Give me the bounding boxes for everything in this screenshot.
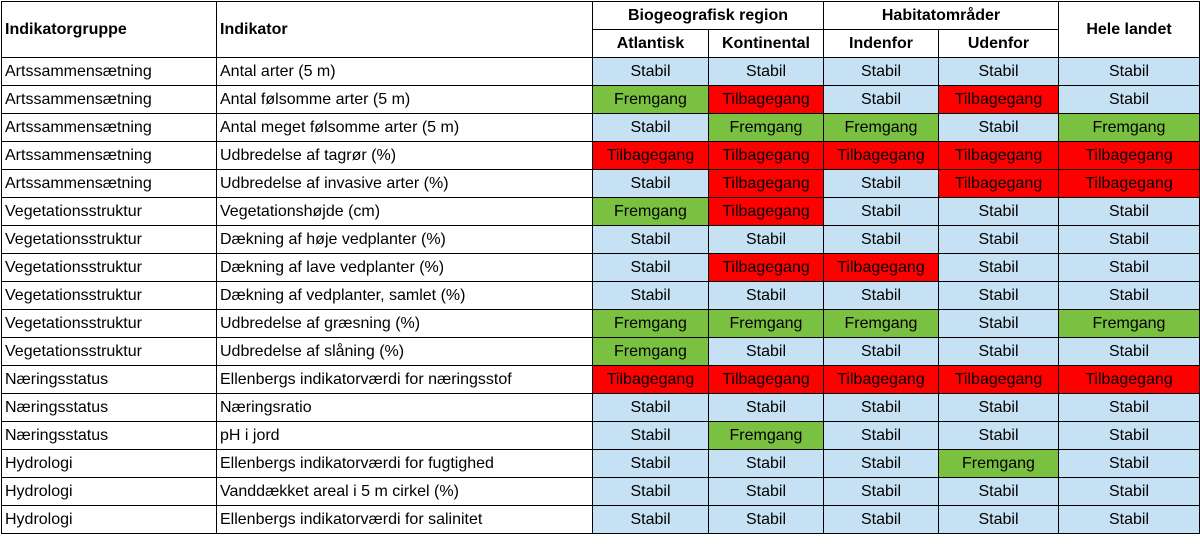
status-cell-whole-country: Stabil bbox=[1059, 450, 1200, 478]
status-cell-outside: Fremgang bbox=[939, 450, 1059, 478]
table-header bbox=[2, 2, 1200, 58]
status-cell-outside: Stabil bbox=[939, 338, 1059, 366]
status-cell-continental: Fremgang bbox=[709, 114, 824, 142]
status-cell-outside: Stabil bbox=[939, 478, 1059, 506]
status-cell-inside: Tilbagegang bbox=[824, 366, 939, 394]
status-cell-whole-country: Stabil bbox=[1059, 422, 1200, 450]
status-cell-continental: Tilbagegang bbox=[709, 170, 824, 198]
status-cell-atlantic: Stabil bbox=[593, 226, 709, 254]
cell-indicator: Dækning af lave vedplanter (%) bbox=[217, 254, 593, 282]
status-cell-whole-country: Tilbagegang bbox=[1059, 170, 1200, 198]
status-cell-atlantic: Stabil bbox=[593, 170, 709, 198]
status-cell-inside: Stabil bbox=[824, 58, 939, 86]
status-cell-continental: Tilbagegang bbox=[709, 254, 824, 282]
status-cell-whole-country: Stabil bbox=[1059, 226, 1200, 254]
table-row bbox=[2, 310, 1200, 338]
cell-indicator: Ellenbergs indikatorværdi for næringsstof bbox=[217, 366, 593, 394]
cell-indicator-group: Vegetationsstruktur bbox=[2, 310, 217, 338]
cell-indicator: Dækning af høje vedplanter (%) bbox=[217, 226, 593, 254]
status-cell-atlantic: Stabil bbox=[593, 478, 709, 506]
status-cell-inside: Tilbagegang bbox=[824, 254, 939, 282]
status-cell-whole-country: Fremgang bbox=[1059, 310, 1200, 338]
cell-indicator: Vanddækket areal i 5 m cirkel (%) bbox=[217, 478, 593, 506]
status-cell-inside: Stabil bbox=[824, 394, 939, 422]
cell-indicator-group: Vegetationsstruktur bbox=[2, 226, 217, 254]
table-row bbox=[2, 366, 1200, 394]
cell-indicator-group: Artssammensætning bbox=[2, 58, 217, 86]
status-cell-inside: Stabil bbox=[824, 478, 939, 506]
cell-indicator: Dækning af vedplanter, samlet (%) bbox=[217, 282, 593, 310]
status-cell-atlantic: Tilbagegang bbox=[593, 142, 709, 170]
status-cell-inside: Stabil bbox=[824, 450, 939, 478]
table-row bbox=[2, 422, 1200, 450]
status-cell-whole-country: Stabil bbox=[1059, 338, 1200, 366]
status-cell-continental: Stabil bbox=[709, 450, 824, 478]
status-cell-outside: Tilbagegang bbox=[939, 142, 1059, 170]
header-indicator-group: Indikatorgruppe bbox=[2, 2, 217, 58]
status-cell-inside: Stabil bbox=[824, 282, 939, 310]
cell-indicator-group: Vegetationsstruktur bbox=[2, 338, 217, 366]
header-habitat-areas: Habitatområder bbox=[824, 2, 1059, 30]
header-atlantic: Atlantisk bbox=[593, 30, 709, 58]
status-cell-inside: Fremgang bbox=[824, 310, 939, 338]
status-cell-whole-country: Stabil bbox=[1059, 86, 1200, 114]
status-cell-outside: Stabil bbox=[939, 422, 1059, 450]
status-cell-inside: Stabil bbox=[824, 422, 939, 450]
table-row bbox=[2, 226, 1200, 254]
cell-indicator-group: Vegetationsstruktur bbox=[2, 282, 217, 310]
table-row bbox=[2, 478, 1200, 506]
status-cell-inside: Stabil bbox=[824, 86, 939, 114]
cell-indicator: Udbredelse af græsning (%) bbox=[217, 310, 593, 338]
status-cell-continental: Tilbagegang bbox=[709, 366, 824, 394]
table-row bbox=[2, 338, 1200, 366]
cell-indicator-group: Artssammensætning bbox=[2, 114, 217, 142]
status-cell-outside: Stabil bbox=[939, 394, 1059, 422]
status-cell-continental: Tilbagegang bbox=[709, 142, 824, 170]
cell-indicator-group: Vegetationsstruktur bbox=[2, 254, 217, 282]
cell-indicator: Udbredelse af slåning (%) bbox=[217, 338, 593, 366]
cell-indicator-group: Næringsstatus bbox=[2, 366, 217, 394]
table-row bbox=[2, 450, 1200, 478]
cell-indicator-group: Hydrologi bbox=[2, 506, 217, 534]
cell-indicator-group: Hydrologi bbox=[2, 450, 217, 478]
cell-indicator: Udbredelse af invasive arter (%) bbox=[217, 170, 593, 198]
status-cell-atlantic: Stabil bbox=[593, 254, 709, 282]
table-row bbox=[2, 170, 1200, 198]
cell-indicator: Næringsratio bbox=[217, 394, 593, 422]
status-cell-outside: Stabil bbox=[939, 226, 1059, 254]
table-body bbox=[2, 58, 1200, 534]
status-cell-outside: Stabil bbox=[939, 506, 1059, 534]
cell-indicator-group: Vegetationsstruktur bbox=[2, 198, 217, 226]
status-cell-continental: Fremgang bbox=[709, 310, 824, 338]
table-row bbox=[2, 58, 1200, 86]
status-cell-atlantic: Stabil bbox=[593, 394, 709, 422]
table-row bbox=[2, 198, 1200, 226]
header-biogeographic-region: Biogeografisk region bbox=[593, 2, 824, 30]
status-cell-outside: Tilbagegang bbox=[939, 86, 1059, 114]
status-cell-inside: Stabil bbox=[824, 338, 939, 366]
cell-indicator-group: Næringsstatus bbox=[2, 422, 217, 450]
status-cell-outside: Stabil bbox=[939, 114, 1059, 142]
table-row bbox=[2, 114, 1200, 142]
cell-indicator-group: Artssammensætning bbox=[2, 142, 217, 170]
status-cell-continental: Stabil bbox=[709, 226, 824, 254]
status-cell-inside: Stabil bbox=[824, 198, 939, 226]
status-cell-continental: Tilbagegang bbox=[709, 86, 824, 114]
table-row bbox=[2, 142, 1200, 170]
table-row bbox=[2, 86, 1200, 114]
status-cell-atlantic: Stabil bbox=[593, 450, 709, 478]
status-cell-atlantic: Fremgang bbox=[593, 86, 709, 114]
cell-indicator: pH i jord bbox=[217, 422, 593, 450]
header-indicator: Indikator bbox=[217, 2, 593, 58]
status-cell-whole-country: Tilbagegang bbox=[1059, 366, 1200, 394]
status-cell-continental: Fremgang bbox=[709, 422, 824, 450]
status-cell-continental: Stabil bbox=[709, 478, 824, 506]
status-cell-inside: Stabil bbox=[824, 170, 939, 198]
table-row bbox=[2, 282, 1200, 310]
status-cell-atlantic: Fremgang bbox=[593, 338, 709, 366]
status-cell-outside: Stabil bbox=[939, 254, 1059, 282]
status-cell-whole-country: Stabil bbox=[1059, 478, 1200, 506]
status-cell-outside: Stabil bbox=[939, 198, 1059, 226]
cell-indicator-group: Næringsstatus bbox=[2, 394, 217, 422]
header-outside: Udenfor bbox=[939, 30, 1059, 58]
status-cell-continental: Stabil bbox=[709, 506, 824, 534]
indicator-status-table bbox=[1, 1, 1200, 534]
status-cell-atlantic: Stabil bbox=[593, 282, 709, 310]
status-cell-outside: Stabil bbox=[939, 282, 1059, 310]
status-cell-outside: Stabil bbox=[939, 310, 1059, 338]
status-cell-atlantic: Stabil bbox=[593, 58, 709, 86]
status-cell-whole-country: Stabil bbox=[1059, 394, 1200, 422]
status-cell-continental: Stabil bbox=[709, 58, 824, 86]
cell-indicator: Antal meget følsomme arter (5 m) bbox=[217, 114, 593, 142]
status-cell-inside: Stabil bbox=[824, 226, 939, 254]
cell-indicator: Ellenbergs indikatorværdi for fugtighed bbox=[217, 450, 593, 478]
status-cell-atlantic: Stabil bbox=[593, 506, 709, 534]
cell-indicator: Antal følsomme arter (5 m) bbox=[217, 86, 593, 114]
table-row bbox=[2, 506, 1200, 534]
status-cell-whole-country: Tilbagegang bbox=[1059, 142, 1200, 170]
status-cell-continental: Stabil bbox=[709, 394, 824, 422]
header-continental: Kontinental bbox=[709, 30, 824, 58]
cell-indicator: Antal arter (5 m) bbox=[217, 58, 593, 86]
status-cell-atlantic: Fremgang bbox=[593, 198, 709, 226]
cell-indicator: Udbredelse af tagrør (%) bbox=[217, 142, 593, 170]
status-cell-whole-country: Stabil bbox=[1059, 198, 1200, 226]
status-cell-atlantic: Fremgang bbox=[593, 310, 709, 338]
status-cell-whole-country: Fremgang bbox=[1059, 114, 1200, 142]
cell-indicator: Ellenbergs indikatorværdi for salinitet bbox=[217, 506, 593, 534]
status-cell-continental: Stabil bbox=[709, 282, 824, 310]
header-whole-country: Hele landet bbox=[1059, 2, 1200, 58]
cell-indicator-group: Artssammensætning bbox=[2, 86, 217, 114]
status-cell-whole-country: Stabil bbox=[1059, 254, 1200, 282]
cell-indicator-group: Artssammensætning bbox=[2, 170, 217, 198]
cell-indicator: Vegetationshøjde (cm) bbox=[217, 198, 593, 226]
status-cell-continental: Tilbagegang bbox=[709, 198, 824, 226]
header-inside: Indenfor bbox=[824, 30, 939, 58]
status-cell-whole-country: Stabil bbox=[1059, 282, 1200, 310]
status-cell-continental: Stabil bbox=[709, 338, 824, 366]
status-cell-atlantic: Stabil bbox=[593, 114, 709, 142]
status-cell-inside: Stabil bbox=[824, 506, 939, 534]
status-cell-atlantic: Tilbagegang bbox=[593, 366, 709, 394]
cell-indicator-group: Hydrologi bbox=[2, 478, 217, 506]
status-cell-outside: Tilbagegang bbox=[939, 366, 1059, 394]
status-cell-inside: Fremgang bbox=[824, 114, 939, 142]
status-cell-outside: Stabil bbox=[939, 58, 1059, 86]
status-cell-outside: Tilbagegang bbox=[939, 170, 1059, 198]
table-row bbox=[2, 254, 1200, 282]
status-cell-whole-country: Stabil bbox=[1059, 506, 1200, 534]
status-cell-inside: Tilbagegang bbox=[824, 142, 939, 170]
table-row bbox=[2, 394, 1200, 422]
status-cell-whole-country: Stabil bbox=[1059, 58, 1200, 86]
status-cell-atlantic: Stabil bbox=[593, 422, 709, 450]
